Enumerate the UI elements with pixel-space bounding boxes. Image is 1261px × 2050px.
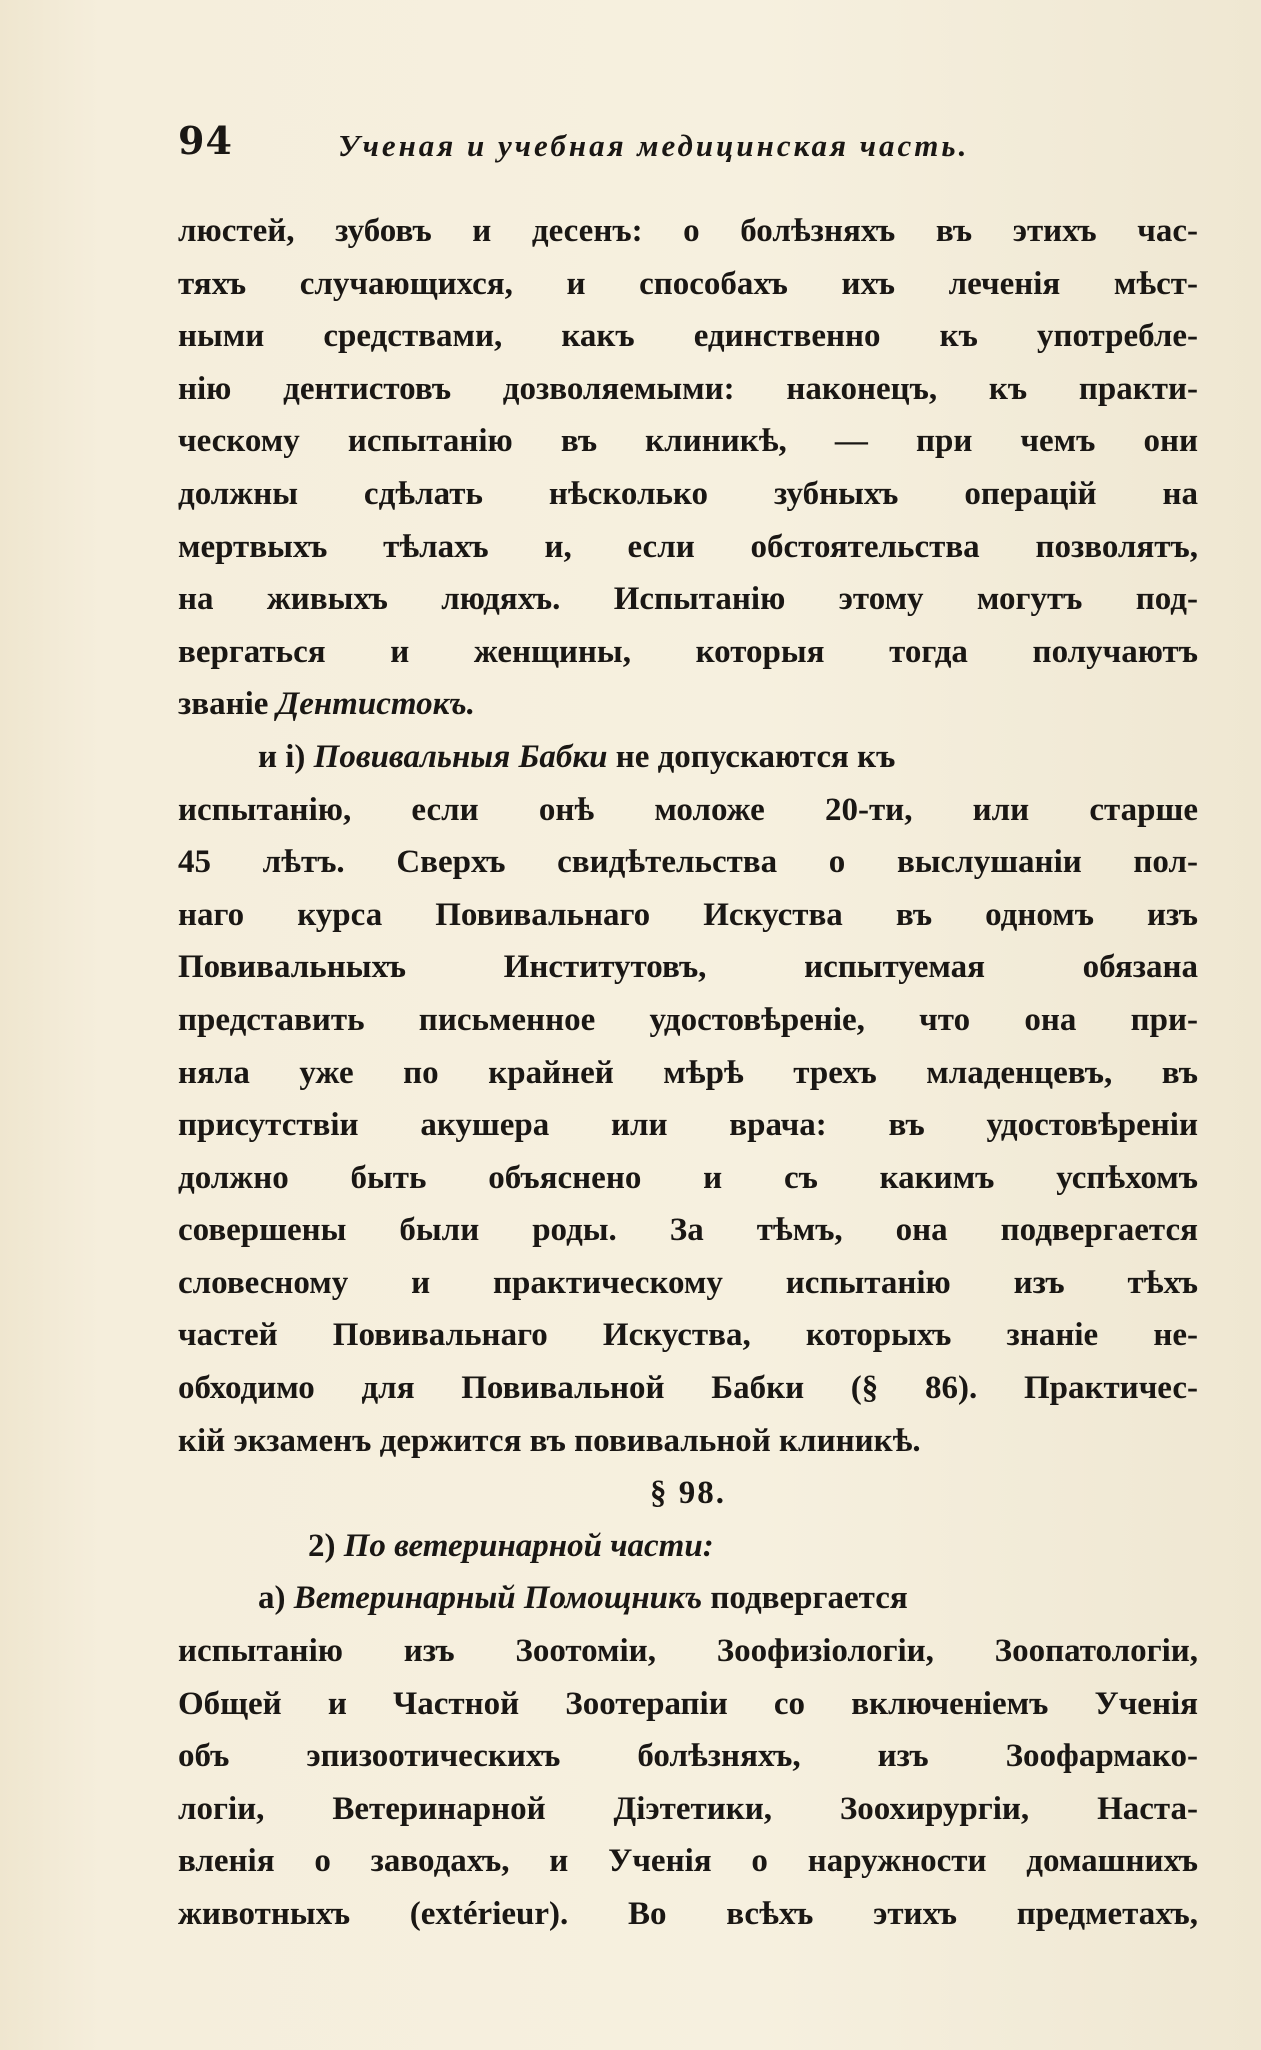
text-line: должно быть объяснено и съ какимъ успѣхомъ	[178, 1159, 1198, 1196]
text-line: Общей и Частной Зоотерапіи со включеніемъ Ученія	[178, 1685, 1198, 1722]
text-line: кій экзаменъ держится въ повивальной клиникѣ.	[178, 1422, 921, 1459]
text-line: словесному и практическому испытанію изъ тѣхъ	[178, 1264, 1198, 1301]
text-span: званіе	[178, 686, 269, 723]
text-line: няла уже по крайней мѣрѣ трехъ младенцевъ, въ	[178, 1054, 1198, 1091]
text-line: совершены были роды. За тѣмъ, она подвергается	[178, 1212, 1198, 1249]
section-heading: § 98.	[650, 1475, 726, 1512]
item-marker: а)	[258, 1580, 286, 1617]
text-line: испытанію изъ Зоотоміи, Зоофизіологіи, Зоопатологіи,	[178, 1633, 1198, 1670]
italic-term: Повивальныя Бабки	[313, 738, 608, 775]
text-line: присутствіи акушера или врача: въ удостовѣреніи	[178, 1107, 1198, 1144]
text-line: вергаться и женщины, которыя тогда получаютъ	[178, 633, 1198, 670]
text-line: тяхъ случающихся, и способахъ ихъ леченія мѣст-	[178, 265, 1198, 302]
text-line: наго курса Повивальнаго Искуства въ одномъ изъ	[178, 896, 1198, 933]
running-head	[178, 118, 1108, 168]
text-line: логіи, Ветеринарной Діэтетики, Зоохирургіи, Наста-	[178, 1790, 1198, 1827]
italic-term: Дентистокъ.	[276, 686, 475, 723]
text-span: не допускаются къ	[615, 738, 896, 775]
page-number: 94	[178, 118, 233, 163]
text-line: ными средствами, какъ единственно къ употребле-	[178, 318, 1198, 355]
text-line: ческому испытанію въ клиникѣ, — при чемъ они	[178, 423, 1198, 460]
text-line: вленія о заводахъ, и Ученія о наружности домашнихъ	[178, 1843, 1198, 1880]
text-line: должны сдѣлать нѣсколько зубныхъ операцій на	[178, 475, 1198, 512]
text-line: 45 лѣтъ. Сверхъ свидѣтельства о выслушаніи пол-	[178, 844, 1198, 881]
paragraph-start-line	[178, 1572, 1198, 1625]
text-line: нію дентистовъ дозволяемыми: наконецъ, къ практи-	[178, 370, 1198, 407]
item-marker: и i)	[258, 738, 306, 775]
text-line: частей Повивальнаго Искуства, которыхъ знаніе не-	[178, 1317, 1198, 1354]
subsection-heading	[178, 1520, 1198, 1573]
italic-term: Ветеринарный Помощникъ	[293, 1580, 703, 1617]
text-line: мертвыхъ тѣлахъ и, если обстоятельства позволятъ,	[178, 528, 1198, 565]
italic-term: По ветеринарной части:	[343, 1527, 714, 1564]
text-line: на живыхъ людяхъ. Испытанію этому могутъ под-	[178, 581, 1198, 618]
running-title: Ученая и учебная медицинская часть.	[338, 128, 970, 163]
text-line: обходимо для Повивальной Бабки (§ 86). Практичес-	[178, 1370, 1198, 1407]
item-marker: 2)	[308, 1527, 336, 1564]
body-text	[178, 205, 1198, 1941]
text-line: Повивальныхъ Институтовъ, испытуемая обязана	[178, 949, 1198, 986]
paragraph-start-line	[178, 731, 1198, 784]
text-line: животныхъ (extérieur). Во всѣхъ этихъ предметахъ,	[178, 1896, 1198, 1932]
text-line: представить письменное удостовѣреніе, что она при-	[178, 1001, 1198, 1038]
text-line: испытанію, если онѣ моложе 20-ти, или старше	[178, 791, 1198, 828]
text-line: объ эпизоотическихъ болѣзняхъ, изъ Зоофармако-	[178, 1738, 1198, 1775]
text-line: люстей, зубовъ и десенъ: о болѣзняхъ въ этихъ час-	[178, 213, 1198, 249]
text-span: подвергается	[710, 1580, 908, 1617]
text-line	[178, 678, 1198, 731]
